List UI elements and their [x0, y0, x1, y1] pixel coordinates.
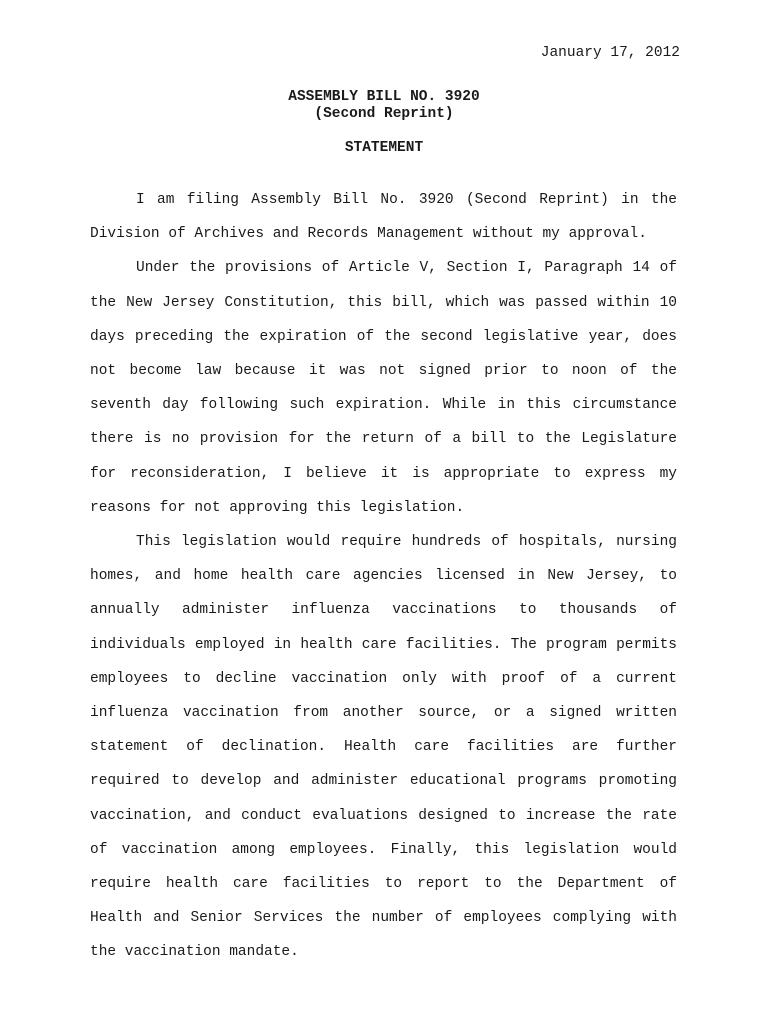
- paragraph-constitution: Under the provisions of Article V, Section I, Paragraph 14 of the New Jersey Constitution, this bill, which was passed within 10 days preceding the expiration of the second legislative year, does not become law because it was not signed prior to noon of the seventh day following such expiration. While in this circumstance there is no provision for the return of a bill to the Legislature for reconsideration, I believe it is appropriate to express my reasons for not approving this legislation.: [90, 260, 677, 516]
- paragraph-filing: I am filing Assembly Bill No. 3920 (Second Reprint) in the Division of Archives and Records Management without my approval.: [90, 192, 677, 243]
- document-date: January 17, 2012: [540, 45, 680, 61]
- statement-title: STATEMENT: [344, 140, 424, 156]
- statement-body: [90, 183, 677, 970]
- reprint-subheading: (Second Reprint): [314, 106, 454, 122]
- paragraph-legislation: This legislation would require hundreds of hospitals, nursing homes, and home health care agencies licensed in New Jersey, to annually administer influenza vaccinations to thousands of individuals employed in health care facilities. The program permits employees to decline vaccination only with proof of a current influenza vaccination from another source, or a signed written statement of declination. Health care facilities are further required to develop and administer educational programs promoting vaccination, and conduct evaluations designed to increase the rate of vaccination among employees. Finally, this legislation would require health care facilities to report to the Department of Health and Senior Services the number of employees complying with the vaccination mandate.: [90, 534, 677, 961]
- bill-number-heading: ASSEMBLY BILL NO. 3920: [288, 89, 480, 105]
